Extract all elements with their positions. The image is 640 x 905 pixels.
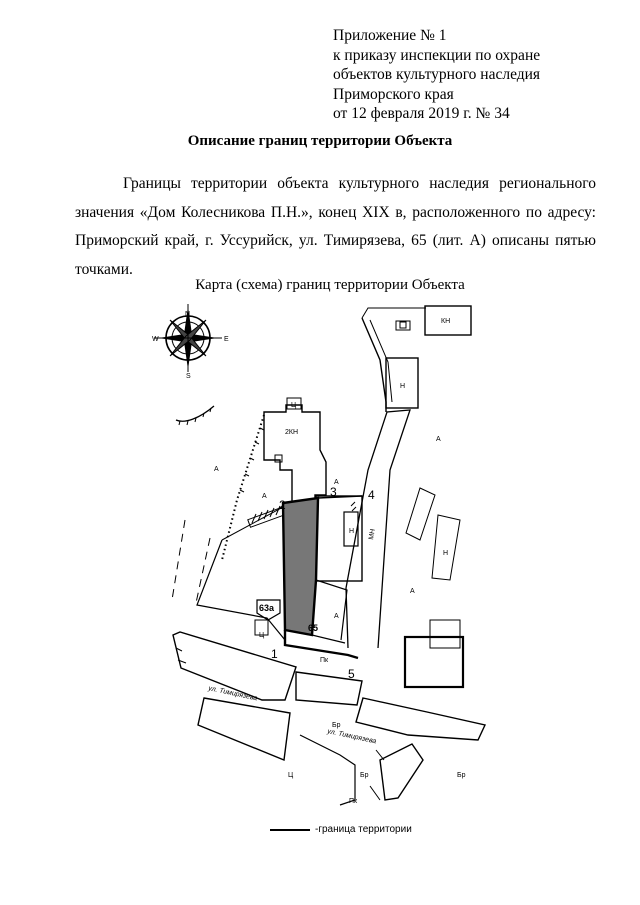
map-label: Пк — [349, 798, 358, 805]
map-label: А — [262, 493, 267, 500]
map-label: Бр — [457, 772, 466, 779]
map-caption: Карта (схема) границ территории Объекта — [195, 277, 465, 293]
boundary-line-swatch — [270, 829, 310, 831]
map-label: Н — [443, 550, 449, 557]
map-label: Бр — [332, 722, 341, 729]
map-label: КН — [441, 318, 451, 325]
appendix-header — [333, 26, 540, 124]
compass-east-label: E — [224, 336, 229, 343]
map-label: А — [334, 613, 339, 620]
territory-boundary-map — [0, 295, 640, 815]
boundary-point-5: 5 — [348, 667, 355, 681]
map-label: А — [436, 436, 441, 443]
map-label: А — [334, 479, 339, 486]
street-label: ул. Тимирязева — [326, 728, 377, 746]
boundary-point-3: 3 — [330, 485, 337, 499]
house-number-label: 63а — [259, 603, 275, 613]
order-reference-line: Приморского края — [333, 85, 454, 103]
document-title: Описание границ территории Объекта — [187, 133, 453, 149]
boundary-description-paragraph: Границы территории объекта культурного наследия регионального значения «Дом Колесникова П.Н.», конец XIX в, расположенного по адресу: Приморский край, г. Уссурийск, ул. Тимирязева, 65 (лит. А) описаны пятью точками. — [75, 175, 596, 278]
map-label: А — [410, 588, 415, 595]
order-date-number: от 12 февраля 2019 г. № 34 — [333, 105, 510, 123]
map-label: А — [214, 466, 219, 473]
legend-text: -граница территории — [315, 824, 412, 835]
map-label: Ц — [288, 772, 294, 779]
map-label: Н — [400, 383, 406, 390]
map-legend — [270, 824, 412, 835]
boundary-point-2: 2 — [279, 498, 286, 512]
map-label: Н — [349, 528, 355, 535]
map-label: Ц — [291, 402, 297, 409]
compass-north-label: N — [185, 311, 191, 318]
street-label: ул. Тимирязева — [207, 685, 258, 703]
order-reference-line: объектов культурного наследия — [333, 66, 541, 84]
map-label: Ц — [259, 632, 265, 639]
map-label: 2КН — [285, 429, 299, 436]
appendix-number: Приложение № 1 — [333, 27, 447, 44]
order-reference-line: к приказу инспекции по охране — [333, 46, 541, 64]
map-label: Пк — [320, 657, 329, 664]
compass-west-label: W — [152, 336, 159, 343]
house-number-label: 65 — [308, 623, 319, 633]
boundary-point-1: 1 — [271, 647, 278, 661]
boundary-point-4: 4 — [368, 488, 375, 502]
map-label: Бр — [360, 772, 369, 779]
map-label: МН — [368, 528, 377, 541]
compass-south-label: S — [186, 373, 191, 380]
